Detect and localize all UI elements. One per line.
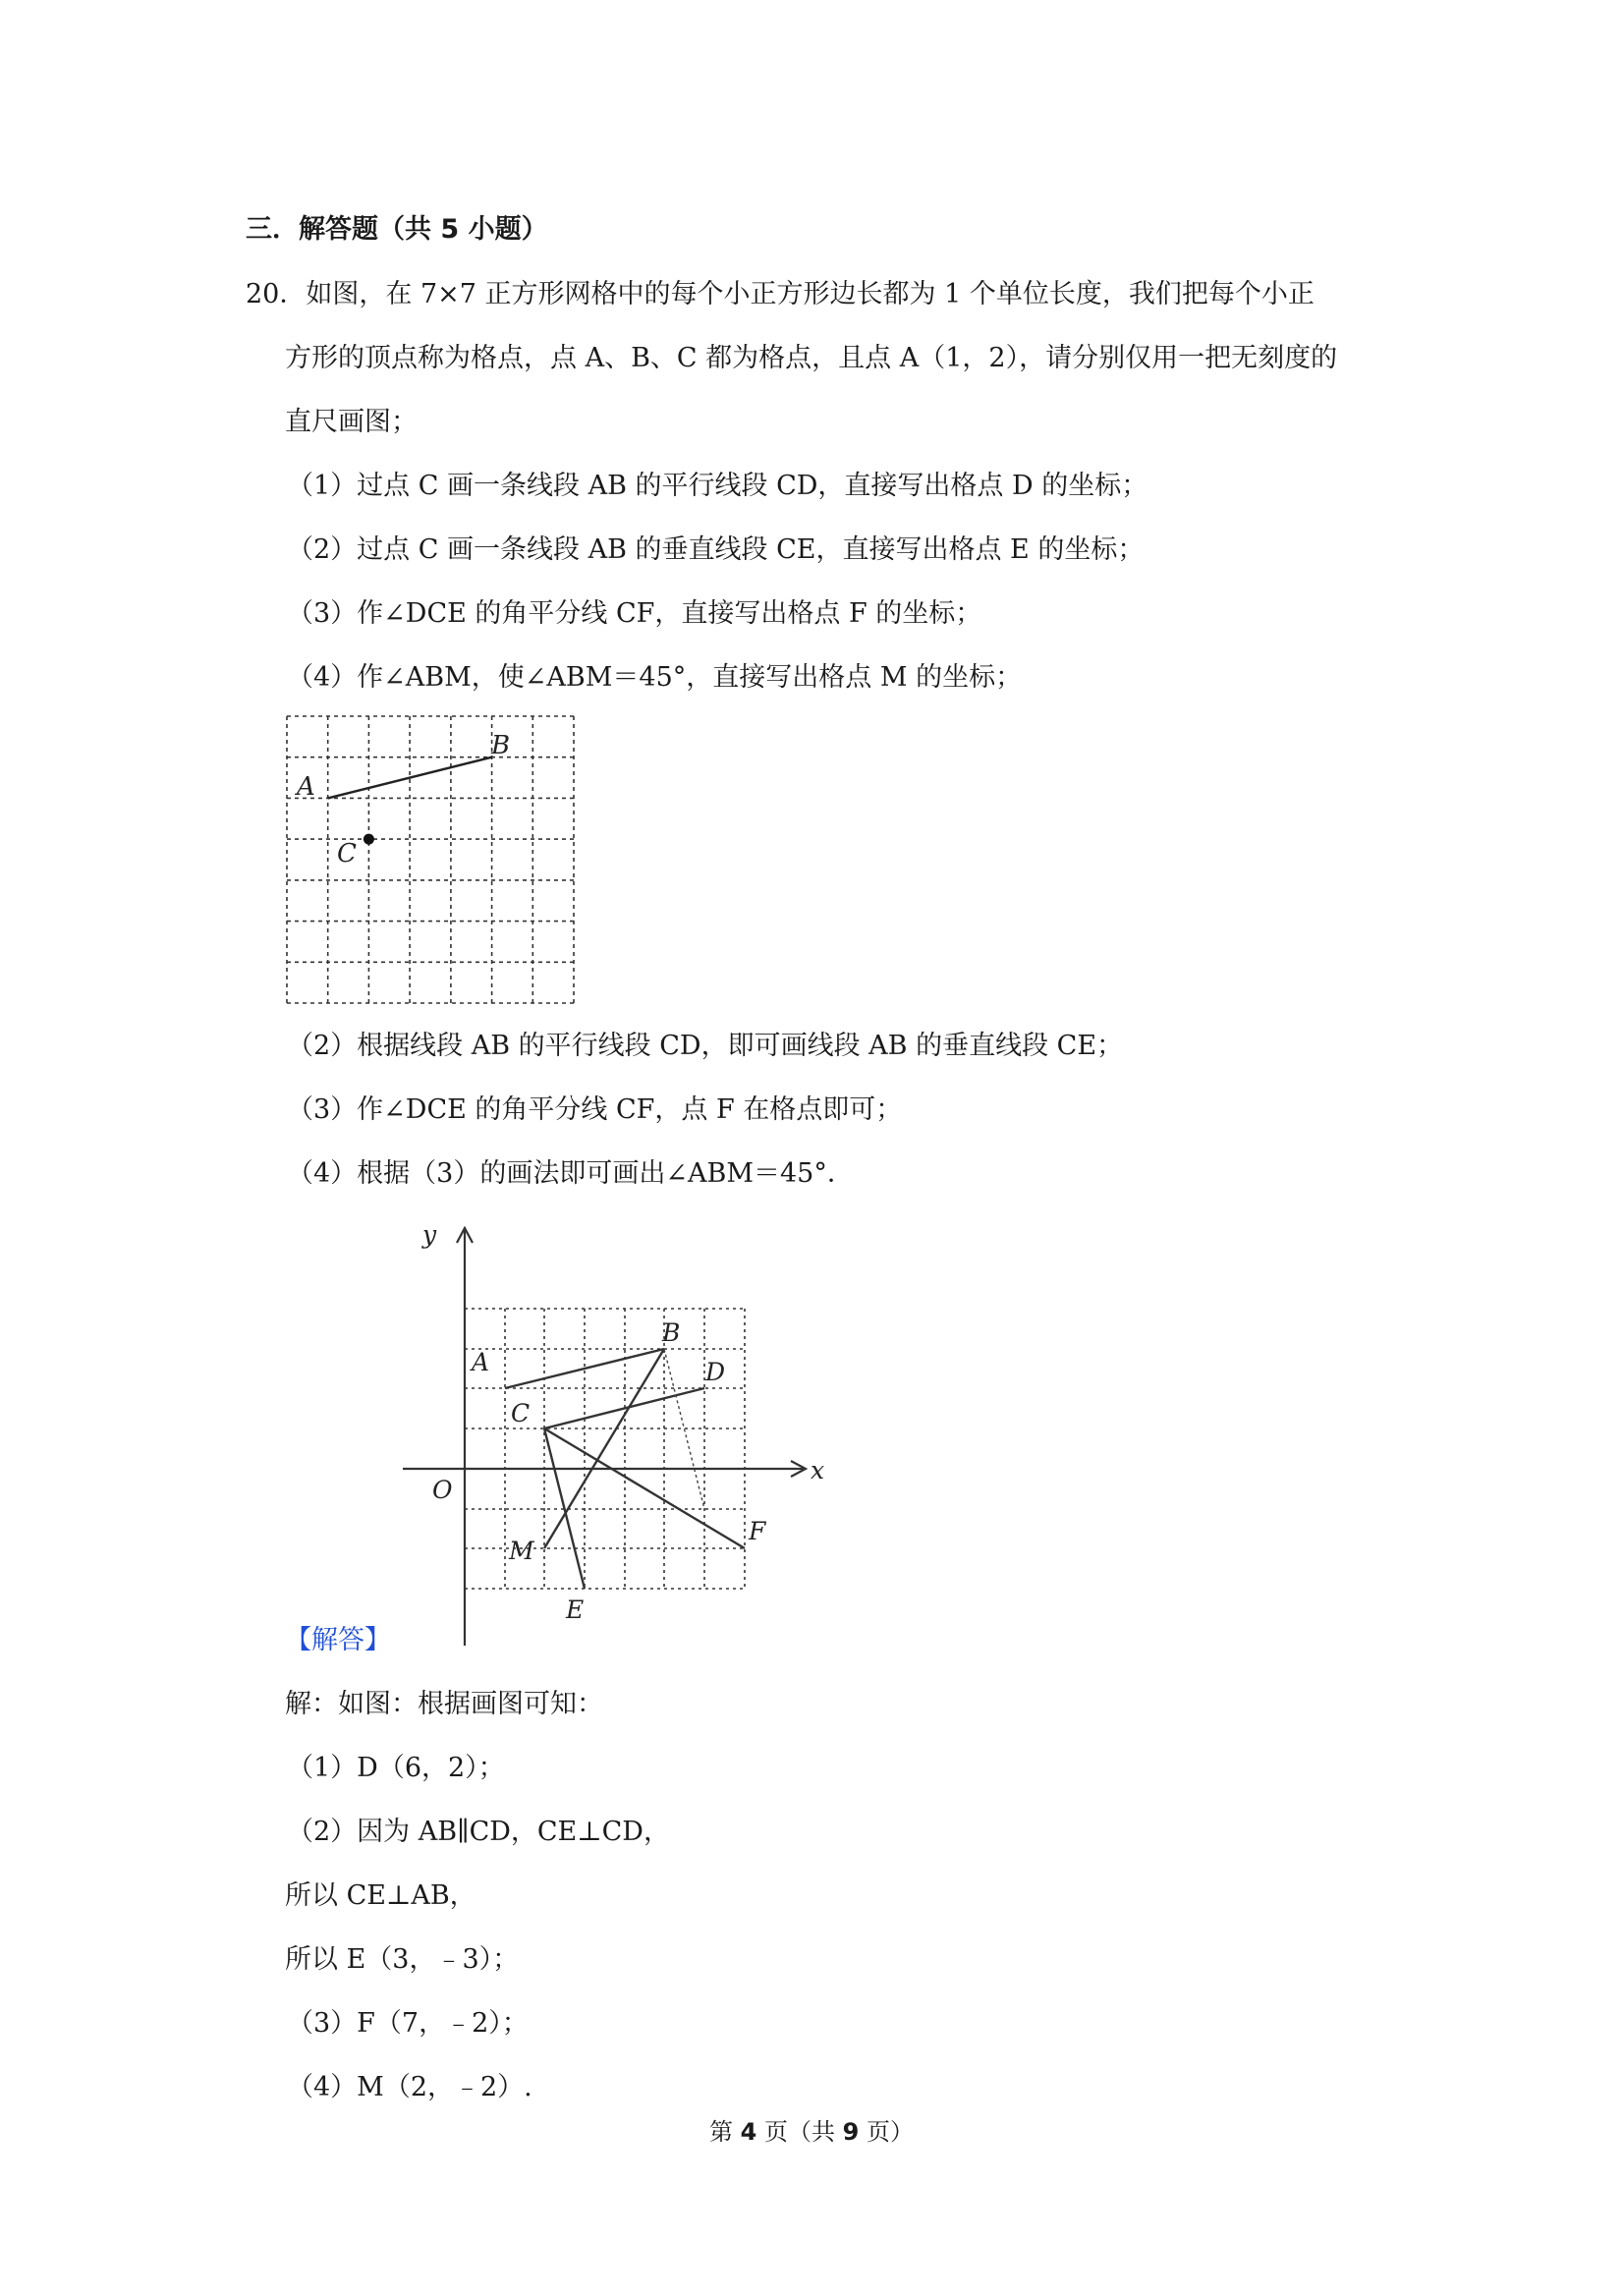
- segment-ab: [328, 757, 492, 799]
- solution-figure: [393, 1213, 845, 1655]
- label-f: F: [749, 1517, 766, 1545]
- solution-1: （1）D（6，2）；: [287, 1753, 505, 1783]
- current-page: 4: [740, 2118, 757, 2146]
- solution-6: （4）M（2，﹣2）.: [287, 2072, 532, 2102]
- label-o: O: [432, 1476, 453, 1504]
- label-x: x: [811, 1456, 825, 1484]
- question-4: （4）作∠ABM，使∠ABM＝45°，直接写出格点 M 的坐标；: [287, 662, 1023, 693]
- question-3: （3）作∠DCE 的角平分线 CF，直接写出格点 F 的坐标；: [287, 598, 982, 629]
- solution-3: 所以 CE⊥AB，: [285, 1880, 476, 1911]
- question-2: （2）过点 C 画一条线段 AB 的垂直线段 CE，直接写出格点 E 的坐标；: [287, 534, 1145, 565]
- solution-5: （3）F（7，﹣2）；: [287, 2008, 529, 2039]
- analysis-3: （3）作∠DCE 的角平分线 CF，点 F 在格点即可；: [287, 1094, 903, 1125]
- label-b: B: [491, 731, 511, 760]
- solution-2: （2）因为 AB∥CD，CE⊥CD，: [287, 1817, 670, 1847]
- problem-line-3: 直尺画图；: [285, 407, 418, 437]
- segment-ce: [544, 1428, 585, 1589]
- analysis-2: （2）根据线段 AB 的平行线段 CD，即可画线段 AB 的垂直线段 CE；: [287, 1031, 1124, 1061]
- page-footer: [0, 2112, 1623, 2147]
- dashed-helper: [664, 1349, 704, 1509]
- segment-cf: [544, 1428, 745, 1548]
- label-c: C: [337, 839, 357, 868]
- point-c: [364, 834, 374, 845]
- label-d: D: [705, 1358, 726, 1386]
- total-pages: 9: [842, 2118, 860, 2146]
- analysis-4: （4）根据（3）的画法即可画出∠ABM＝45°．: [287, 1158, 854, 1189]
- problem-line-1: 20．如图，在 7×7 正方形网格中的每个小正方形边长都为 1 个单位长度，我们把每个小正: [246, 279, 1315, 309]
- answer-tag: 【解答】: [285, 1625, 391, 1655]
- segment-cd: [544, 1388, 704, 1428]
- label-c: C: [511, 1399, 531, 1428]
- label-y: y: [422, 1220, 437, 1249]
- footer-prefix: 第: [709, 2118, 741, 2146]
- grid-figure-1: [283, 712, 578, 1007]
- label-m: M: [509, 1537, 534, 1565]
- question-1: （1）过点 C 画一条线段 AB 的平行线段 CD，直接写出格点 D 的坐标；: [287, 471, 1148, 501]
- label-b: B: [662, 1318, 681, 1347]
- solution-4: 所以 E（3，﹣3）；: [285, 1944, 520, 1975]
- label-a: A: [472, 1348, 490, 1376]
- footer-suffix: 页）: [859, 2118, 914, 2146]
- segment-bm: [544, 1349, 664, 1548]
- problem-line-2: 方形的顶点称为格点，点 A、B、C 都为格点，且点 A（1，2），请分别仅用一把无刻度的: [285, 343, 1338, 373]
- label-e: E: [566, 1596, 585, 1624]
- solution-intro: 解：如图：根据画图可知：: [285, 1689, 603, 1719]
- section-title: 三．解答题（共 5 小题）: [246, 214, 548, 245]
- segment-ab: [505, 1349, 664, 1388]
- label-a: A: [297, 772, 315, 802]
- footer-middle: 页（共: [756, 2118, 843, 2146]
